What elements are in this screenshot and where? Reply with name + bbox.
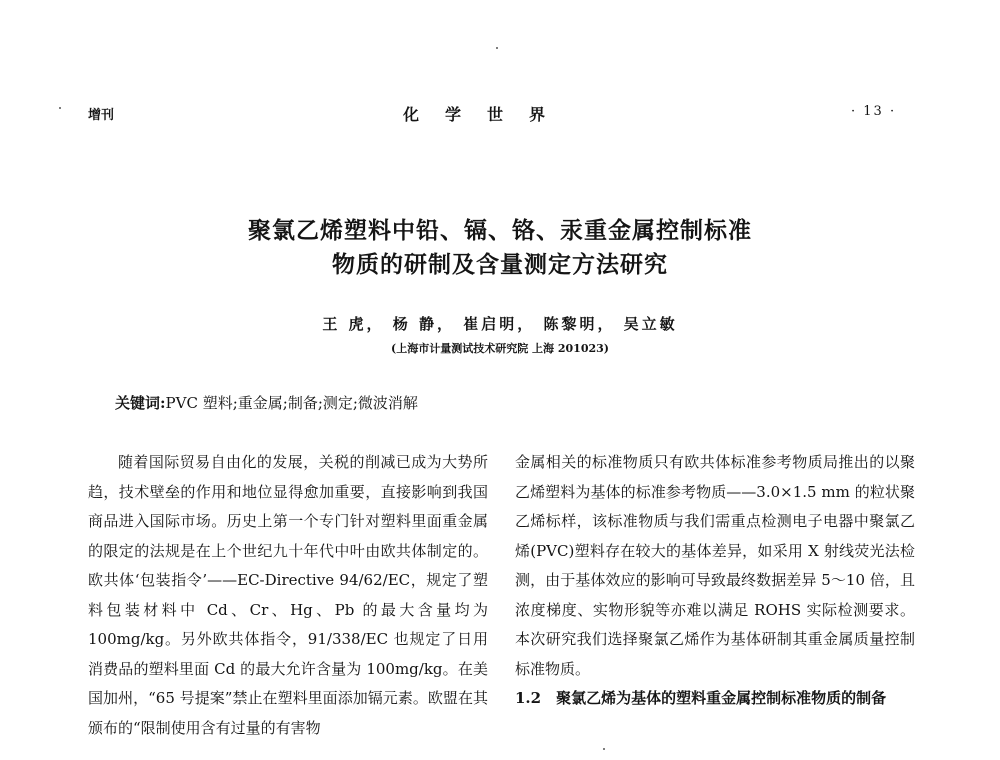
journal-issue-label: 增刊 bbox=[88, 108, 115, 123]
paper-title-line-1: 聚氯乙烯塑料中铅、镉、铬、汞重金属控制标准 bbox=[248, 217, 752, 244]
body-paragraph: 随着国际贸易自由化的发展，关税的削减已成为大势所趋，技术壁垒的作用和地位显得愈加重要，直接影响到我国商品进入国际市场。历史上第一个专门针对塑料里面重金属的限定的法规是在上个世纪九十年代中叶由欧共体制定的。欧共体‘包装指令’——EC-Directive 94/62/EC，规定了塑料包装材料中 Cd、Cr、Hg、Pb 的最大含量均为 100mg/kg。另外欧共体指令，91/338/EC 也规定了日用消费品的塑料里面 Cd 的最大允许含量为 100mg/kg。在美国加州，“65 号提案”禁止在塑料里面添加镉元素。欧盟在其颁布的“限制使用含有过量的有害物 bbox=[88, 453, 488, 737]
section-heading: 1.2 聚氯乙烯为基体的塑料重金属控制标准物质的制备 bbox=[515, 689, 887, 707]
keywords-text: PVC 塑料;重金属;制备;测定;微波消解 bbox=[165, 394, 418, 412]
keywords bbox=[115, 392, 418, 413]
paper-title-line-2: 物质的研制及含量测定方法研究 bbox=[332, 251, 668, 278]
scan-speck bbox=[496, 47, 498, 49]
keywords-label: 关键词: bbox=[115, 394, 166, 412]
page-number: · 13 · bbox=[851, 104, 897, 119]
scan-speck bbox=[603, 748, 605, 750]
affiliation: (上海市计量测试技术研究院 上海 201023) bbox=[391, 342, 609, 355]
journal-name: 化学世界 bbox=[403, 105, 572, 124]
scan-speck bbox=[59, 107, 61, 109]
left-column bbox=[88, 448, 488, 743]
authors: 王 虎， 杨 静， 崔启明， 陈黎明， 吴立敏 bbox=[322, 315, 678, 333]
body-paragraph-continued: 金属相关的标准物质只有欧共体标准参考物质局推出的以聚乙烯塑料为基体的标准参考物质——3.0×1.5 mm 的粒状聚乙烯标样，该标准物质与我们需重点检测电子电器中聚氯乙烯(PVC)塑料存在较大的基体差异，如采用 X 射线荧光法检测，由于基体效应的影响可导致最终数据差异 5～10 倍，且浓度梯度、实物形貌等亦难以满足 ROHS 实际检测要求。本次研究我们选择聚氯乙烯作为基体研制其重金属质量控制标准物质。 bbox=[515, 453, 915, 678]
right-column bbox=[515, 448, 915, 714]
